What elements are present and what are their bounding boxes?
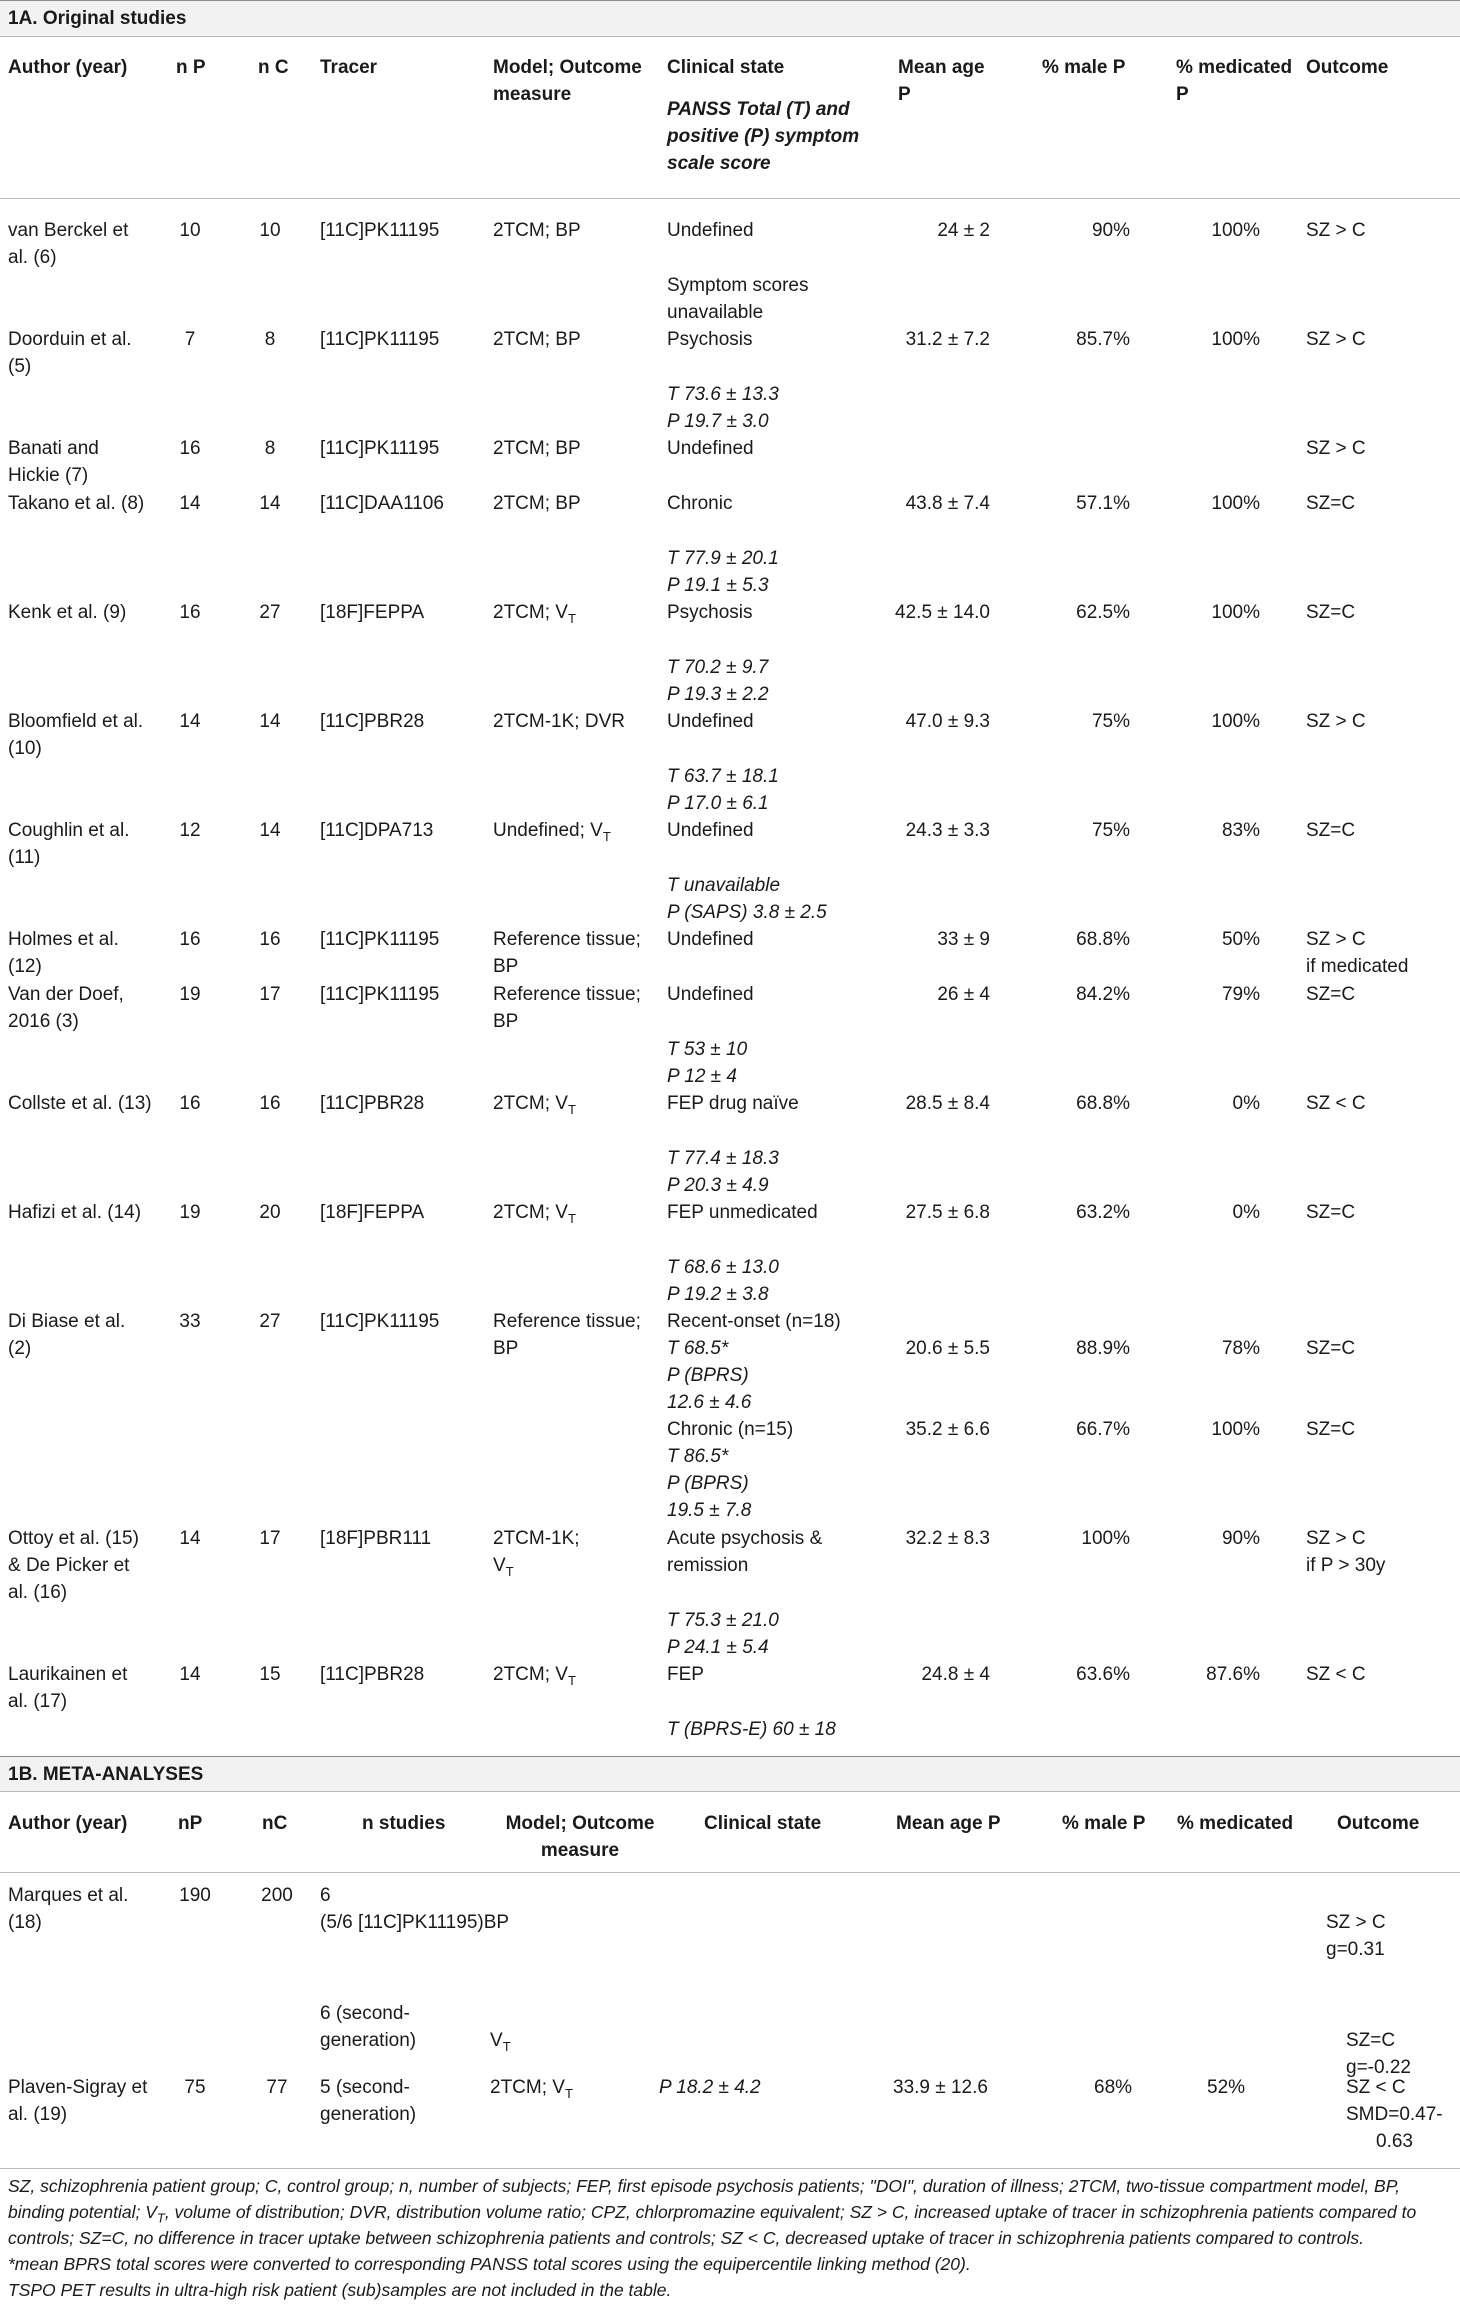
panss-positive: P 12 ± 4	[667, 1066, 737, 1087]
tracer: [11C]DAA1106	[320, 493, 444, 514]
author-ref: al. (16)	[8, 1582, 68, 1603]
model-subscript: T	[505, 1563, 514, 1579]
outcome: SZ=C	[1306, 1202, 1356, 1223]
author: Plaven-Sigray et	[8, 2077, 148, 2098]
nc: 27	[259, 1311, 281, 1332]
author-cont	[8, 244, 57, 271]
author-ref: al. (19)	[8, 2104, 68, 2125]
model-subscript: T	[567, 1672, 576, 1688]
panss-total: T 75.3 ± 21.0	[667, 1610, 779, 1631]
n-studies-detail: generation)	[320, 2030, 417, 2051]
footnote-text: binding potential; V	[8, 2202, 157, 2222]
mean-age: 47.0 ± 9.3	[905, 711, 990, 732]
model-subscript: T	[602, 828, 611, 844]
nc: 14	[259, 493, 281, 514]
nc: 14	[259, 711, 281, 732]
symptom-note-2: unavailable	[667, 302, 764, 323]
model-text: 2TCM; V	[493, 1202, 568, 1223]
percent-male: 68.8%	[1076, 1093, 1130, 1114]
tracer: [11C]PBR28	[320, 711, 425, 732]
np: 14	[179, 1664, 201, 1685]
header-nc: n C	[258, 57, 289, 78]
model-subscript: T	[502, 2038, 511, 2054]
outcome: SZ > C	[1326, 1912, 1386, 1933]
np: 14	[179, 493, 201, 514]
clinical-state: Recent-onset (n=18)	[667, 1311, 841, 1332]
model	[490, 2027, 511, 2054]
mean-age: 35.2 ± 6.6	[905, 1419, 990, 1440]
outcome: SZ=C	[1306, 820, 1356, 841]
header-clinical: Clinical state	[667, 57, 785, 78]
percent-medicated: 90%	[1221, 1528, 1260, 1549]
mean-age: 32.2 ± 8.3	[905, 1528, 990, 1549]
clinical-state: Undefined	[667, 711, 754, 732]
percent-medicated: 83%	[1221, 820, 1260, 841]
author: Laurikainen et	[8, 1664, 128, 1685]
percent-medicated: 50%	[1221, 929, 1260, 950]
model-text: 2TCM; V	[493, 1664, 568, 1685]
np: 14	[179, 711, 201, 732]
model-text: 2TCM; V	[490, 2077, 565, 2098]
model	[493, 599, 576, 626]
model-subscript: T	[567, 1210, 576, 1226]
author-ref: (5)	[8, 356, 32, 377]
percent-male: 66.7%	[1076, 1419, 1130, 1440]
author: Ottoy et al. (15)	[8, 1528, 139, 1549]
header-age: Mean age P	[896, 1813, 1001, 1834]
panss-positive: P 20.3 ± 4.9	[667, 1175, 769, 1196]
percent-male: 57.1%	[1076, 493, 1130, 514]
np: 16	[179, 929, 201, 950]
tracer: [11C]PK11195	[320, 329, 440, 350]
bprs-label: P (BPRS)	[667, 1473, 749, 1494]
np: 16	[179, 602, 201, 623]
footnote-subscript: T	[156, 2210, 165, 2226]
header-model: Model; Outcome	[493, 57, 642, 78]
np: 16	[179, 438, 201, 459]
outcome: SZ > C	[1306, 329, 1366, 350]
percent-medicated: 100%	[1211, 602, 1260, 623]
percent-male: 100%	[1081, 1528, 1130, 1549]
divider	[0, 198, 1460, 199]
nc: 17	[259, 984, 281, 1005]
model	[493, 1199, 576, 1226]
header-author: Author (year)	[8, 1813, 128, 1834]
clinical-state: Undefined	[667, 820, 754, 841]
clinical-state: Psychosis	[667, 329, 753, 350]
np: 190	[179, 1885, 211, 1906]
nc: 8	[264, 329, 276, 350]
percent-medicated: 79%	[1221, 984, 1260, 1005]
model: 2TCM-1K; DVR	[493, 711, 625, 732]
np: 12	[179, 820, 201, 841]
header-clinical: Clinical state	[704, 1813, 822, 1834]
clinical-state: P 18.2 ± 4.2	[659, 2077, 761, 2098]
mean-age: 33 ± 9	[937, 929, 990, 950]
footnote-uhr-exclusion: TSPO PET results in ultra-high risk patient (sub)samples are not included in the table.	[8, 2280, 672, 2300]
model: 2TCM; BP	[493, 329, 581, 350]
model	[493, 817, 611, 844]
header-medicated-2: P	[1176, 84, 1189, 105]
percent-male: 62.5%	[1076, 602, 1130, 623]
outcome: SZ=C	[1306, 1419, 1356, 1440]
n-studies-detail: generation)	[320, 2104, 417, 2125]
divider	[0, 1791, 1460, 1792]
np: 10	[179, 220, 201, 241]
n-studies-detail: (5/6 [11C]PK11195)BP	[320, 1912, 510, 1933]
model: 2TCM-1K;	[493, 1528, 580, 1549]
mean-age: 31.2 ± 7.2	[905, 329, 990, 350]
footnote-abbreviations-3: controls; SZ=C, no difference in tracer uptake between schizophrenia patients and controls; SZ < C, decreased uptake of tracer in schizophrenia patients compared to controls.	[8, 2228, 1365, 2248]
section-b-title-bar	[0, 1757, 1460, 1791]
percent-male: 84.2%	[1076, 984, 1130, 1005]
panss-positive: P (SAPS) 3.8 ± 2.5	[667, 902, 827, 923]
model-subscript: T	[567, 610, 576, 626]
author-ref: (2)	[8, 1338, 32, 1359]
header-outcome: Outcome	[1337, 1813, 1420, 1834]
effect-size: g=-0.22	[1346, 2057, 1411, 2078]
header-model: Model; Outcome	[505, 1813, 655, 1834]
panss-total: T 77.4 ± 18.3	[667, 1148, 779, 1169]
mean-age: 20.6 ± 5.5	[905, 1338, 990, 1359]
author-ref: al. (6)	[8, 247, 57, 268]
percent-medicated: 100%	[1211, 711, 1260, 732]
mean-age: 24 ± 2	[937, 220, 990, 241]
header-age: Mean age	[898, 57, 985, 78]
author-ref: 2016 (3)	[8, 1011, 79, 1032]
header-studies: n studies	[362, 1813, 446, 1834]
divider	[0, 36, 1460, 37]
model-2: BP	[493, 956, 519, 977]
clinical-state: FEP unmedicated	[667, 1202, 818, 1223]
author-ref: Hickie (7)	[8, 465, 89, 486]
panss-positive: P 19.2 ± 3.8	[667, 1284, 769, 1305]
percent-male: 85.7%	[1076, 329, 1130, 350]
np: 14	[179, 1528, 201, 1549]
header-np: nP	[178, 1813, 203, 1834]
percent-male: 68%	[1094, 2077, 1133, 2098]
outcome: SZ < C	[1346, 2077, 1406, 2098]
author-ref: (18)	[8, 1912, 42, 1933]
clinical-state: Chronic (n=15)	[667, 1419, 794, 1440]
nc: 77	[266, 2077, 288, 2098]
percent-male: 68.8%	[1076, 929, 1130, 950]
footnote-bprs-conversion: *mean BPRS total scores were converted to corresponding PANSS total scores using the equipercentile linking method (20).	[8, 2254, 971, 2274]
model	[493, 1661, 576, 1688]
percent-medicated: 100%	[1211, 329, 1260, 350]
model-2: BP	[493, 1011, 519, 1032]
header-clinical-sub-1: PANSS Total (T) and	[667, 99, 850, 120]
effect-size: SMD=0.47-	[1346, 2104, 1443, 2125]
panss-positive: P 24.1 ± 5.4	[667, 1637, 769, 1658]
model: 2TCM; BP	[493, 438, 581, 459]
footnote-abbreviations-2	[8, 2199, 1448, 2225]
panss-total: T unavailable	[667, 875, 781, 896]
model: Reference tissue;	[493, 929, 641, 950]
np: 19	[179, 1202, 201, 1223]
tracer: [18F]PBR111	[320, 1528, 432, 1549]
percent-male: 63.2%	[1076, 1202, 1130, 1223]
percent-male: 90%	[1091, 220, 1130, 241]
outcome: SZ=C	[1306, 1338, 1356, 1359]
clinical-state-2: remission	[667, 1555, 749, 1576]
section-a-title: 1A. Original studies	[8, 8, 187, 29]
model	[493, 1090, 576, 1117]
tracer: [11C]DPA713	[320, 820, 434, 841]
tracer: [11C]PBR28	[320, 1093, 425, 1114]
author: Hafizi et al. (14)	[8, 1202, 142, 1223]
author-ref: (12)	[8, 956, 42, 977]
model-text: V	[493, 1555, 506, 1576]
percent-medicated: 100%	[1211, 220, 1260, 241]
header-medicated: % medicated	[1177, 1813, 1294, 1834]
bprs-value: 12.6 ± 4.6	[667, 1392, 752, 1413]
author: Collste et al. (13)	[8, 1093, 152, 1114]
model: 2TCM; BP	[493, 220, 581, 241]
panss-positive: P 19.7 ± 3.0	[667, 411, 769, 432]
footnote-abbreviations: SZ, schizophrenia patient group; C, control group; n, number of subjects; FEP, first episode psychosis patients; "DOI", duration of illness; 2TCM, two-tissue compartment model, BP,	[8, 2176, 1401, 2196]
n-studies: 5 (second-	[320, 2077, 410, 2098]
outcome: SZ=C	[1306, 493, 1356, 514]
nc: 16	[259, 1093, 281, 1114]
n-studies: 6 (second-	[320, 2003, 410, 2024]
mean-age: 33.9 ± 12.6	[893, 2077, 988, 2098]
nc: 17	[259, 1528, 281, 1549]
model: Reference tissue;	[493, 1311, 641, 1332]
header-male: % male P	[1042, 57, 1126, 78]
panss-total: T 63.7 ± 18.1	[667, 766, 779, 787]
author: van Berckel et	[8, 220, 129, 241]
symptom-note: Symptom scores	[667, 275, 809, 296]
percent-male: 75%	[1091, 820, 1130, 841]
tracer: [11C]PK11195	[320, 929, 440, 950]
outcome: SZ > C	[1306, 220, 1366, 241]
percent-medicated: 100%	[1211, 1419, 1260, 1440]
effect-size-cont: 0.63	[1376, 2131, 1413, 2152]
nc: 27	[259, 602, 281, 623]
header-outcome: Outcome	[1306, 57, 1389, 78]
nc: 15	[259, 1664, 281, 1685]
divider	[0, 2168, 1460, 2169]
outcome: SZ < C	[1306, 1664, 1366, 1685]
header-tracer: Tracer	[320, 57, 378, 78]
mean-age: 43.8 ± 7.4	[905, 493, 990, 514]
author-ref: al. (17)	[8, 1691, 68, 1712]
tracer: [11C]PK11195	[320, 984, 440, 1005]
divider	[0, 1872, 1460, 1873]
author: Doorduin et al.	[8, 329, 132, 350]
outcome: SZ > C	[1306, 438, 1366, 459]
panss-total: T 70.2 ± 9.7	[667, 657, 769, 678]
tracer: [18F]FEPPA	[320, 1202, 425, 1223]
mean-age: 42.5 ± 14.0	[895, 602, 990, 623]
model: 2TCM; BP	[493, 493, 581, 514]
model-2	[493, 1552, 514, 1579]
model-text: 2TCM; V	[493, 602, 568, 623]
np: 75	[184, 2077, 206, 2098]
np: 33	[179, 1311, 201, 1332]
bprs-value: 19.5 ± 7.8	[667, 1500, 752, 1521]
percent-medicated: 0%	[1232, 1202, 1260, 1223]
tracer: [11C]PK11195	[320, 220, 440, 241]
header-medicated: % medicated	[1176, 57, 1293, 78]
panss-total: T 73.6 ± 13.3	[667, 384, 779, 405]
author: Kenk et al. (9)	[8, 602, 127, 623]
clinical-state: Undefined	[667, 984, 754, 1005]
header-age-2: P	[898, 84, 911, 105]
mean-age: 26 ± 4	[937, 984, 990, 1005]
panss-total: T 86.5*	[667, 1446, 729, 1467]
clinical-state: Undefined	[667, 929, 754, 950]
panss-total: T 77.9 ± 20.1	[667, 548, 779, 569]
mean-age: 24.8 ± 4	[921, 1664, 990, 1685]
model	[490, 2074, 573, 2101]
outcome: SZ > C	[1306, 711, 1366, 732]
author: Marques et al.	[8, 1885, 129, 1906]
percent-medicated: 100%	[1211, 493, 1260, 514]
panss-positive: P 19.3 ± 2.2	[667, 684, 769, 705]
panss-total: T 68.6 ± 13.0	[667, 1257, 779, 1278]
percent-male: 63.6%	[1076, 1664, 1130, 1685]
tracer: [11C]PBR28	[320, 1664, 425, 1685]
n-studies: 6	[320, 1885, 331, 1906]
percent-medicated: 78%	[1221, 1338, 1260, 1359]
percent-medicated: 0%	[1232, 1093, 1260, 1114]
percent-male: 88.9%	[1076, 1338, 1130, 1359]
outcome: SZ=C	[1306, 984, 1356, 1005]
model-text: V	[490, 2030, 503, 2051]
tracer: [11C]PK11195	[320, 438, 440, 459]
section-a-title-bar	[0, 0, 1460, 36]
clinical-state: FEP drug naïve	[667, 1093, 799, 1114]
clinical-state: FEP	[667, 1664, 704, 1685]
percent-medicated: 87.6%	[1206, 1664, 1260, 1685]
footnote-text-cont: , volume of distribution; DVR, distribution volume ratio; CPZ, chlorpromazine equivalent; SZ > C, increased uptake of tracer in schizophrenia patients compared to	[164, 2202, 1417, 2222]
outcome: SZ > C	[1306, 929, 1366, 950]
panss-positive: P 19.1 ± 5.3	[667, 575, 769, 596]
header-clinical-sub-3: scale score	[667, 153, 771, 174]
bprs-score: T (BPRS-E) 60 ± 18	[667, 1719, 836, 1740]
header-clinical-sub-2: positive (P) symptom	[667, 126, 860, 147]
outcome: SZ < C	[1306, 1093, 1366, 1114]
outcome: SZ > C	[1306, 1528, 1366, 1549]
bprs-label: P (BPRS)	[667, 1365, 749, 1386]
header-np: n P	[176, 57, 206, 78]
nc: 14	[259, 820, 281, 841]
clinical-state: Undefined	[667, 220, 754, 241]
panss-positive: P 17.0 ± 6.1	[667, 793, 769, 814]
clinical-state: Acute psychosis &	[667, 1528, 823, 1549]
model-text: 2TCM; V	[493, 1093, 568, 1114]
percent-medicated: 52%	[1207, 2077, 1246, 2098]
model-text: Undefined; V	[493, 820, 603, 841]
outcome-note: if P > 30y	[1306, 1555, 1386, 1576]
panss-total: T 53 ± 10	[667, 1039, 748, 1060]
author: Banati and	[8, 438, 99, 459]
np: 7	[184, 329, 196, 350]
divider	[0, 0, 1460, 1]
model-subscript: T	[564, 2085, 573, 2101]
header-nc: nC	[262, 1813, 288, 1834]
nc: 16	[259, 929, 281, 950]
clinical-state: Undefined	[667, 438, 754, 459]
author: Holmes et al.	[8, 929, 119, 950]
model-subscript: T	[567, 1101, 576, 1117]
percent-male: 75%	[1091, 711, 1130, 732]
header-male: % male P	[1062, 1813, 1146, 1834]
tracer: [18F]FEPPA	[320, 602, 425, 623]
section-b-title: 1B. META-ANALYSES	[8, 1764, 204, 1785]
nc: 20	[259, 1202, 281, 1223]
outcome-note: if medicated	[1306, 956, 1409, 977]
author-2: & De Picker et	[8, 1555, 130, 1576]
clinical-state: Psychosis	[667, 602, 753, 623]
author-ref: (10)	[8, 738, 42, 759]
effect-size: g=0.31	[1326, 1939, 1385, 1960]
np: 16	[179, 1093, 201, 1114]
nc: 10	[259, 220, 281, 241]
header-model-2: measure	[493, 84, 572, 105]
tracer: [11C]PK11195	[320, 1311, 440, 1332]
header-author: Author (year)	[8, 57, 128, 78]
author: Bloomfield et al.	[8, 711, 144, 732]
nc: 8	[264, 438, 276, 459]
mean-age: 24.3 ± 3.3	[905, 820, 990, 841]
author-ref: (11)	[8, 847, 41, 868]
outcome: SZ=C	[1346, 2030, 1396, 2051]
outcome: SZ=C	[1306, 602, 1356, 623]
model: Reference tissue;	[493, 984, 641, 1005]
header-model-2: measure	[540, 1840, 620, 1861]
author: Coughlin et al.	[8, 820, 130, 841]
nc: 200	[261, 1885, 293, 1906]
np: 19	[179, 984, 201, 1005]
author: Van der Doef,	[8, 984, 124, 1005]
author: Takano et al. (8)	[8, 493, 145, 514]
author: Di Biase et al.	[8, 1311, 126, 1332]
mean-age: 27.5 ± 6.8	[905, 1202, 990, 1223]
model-2: BP	[493, 1338, 519, 1359]
mean-age: 28.5 ± 8.4	[905, 1093, 990, 1114]
panss-total: T 68.5*	[667, 1338, 729, 1359]
clinical-state: Chronic	[667, 493, 733, 514]
